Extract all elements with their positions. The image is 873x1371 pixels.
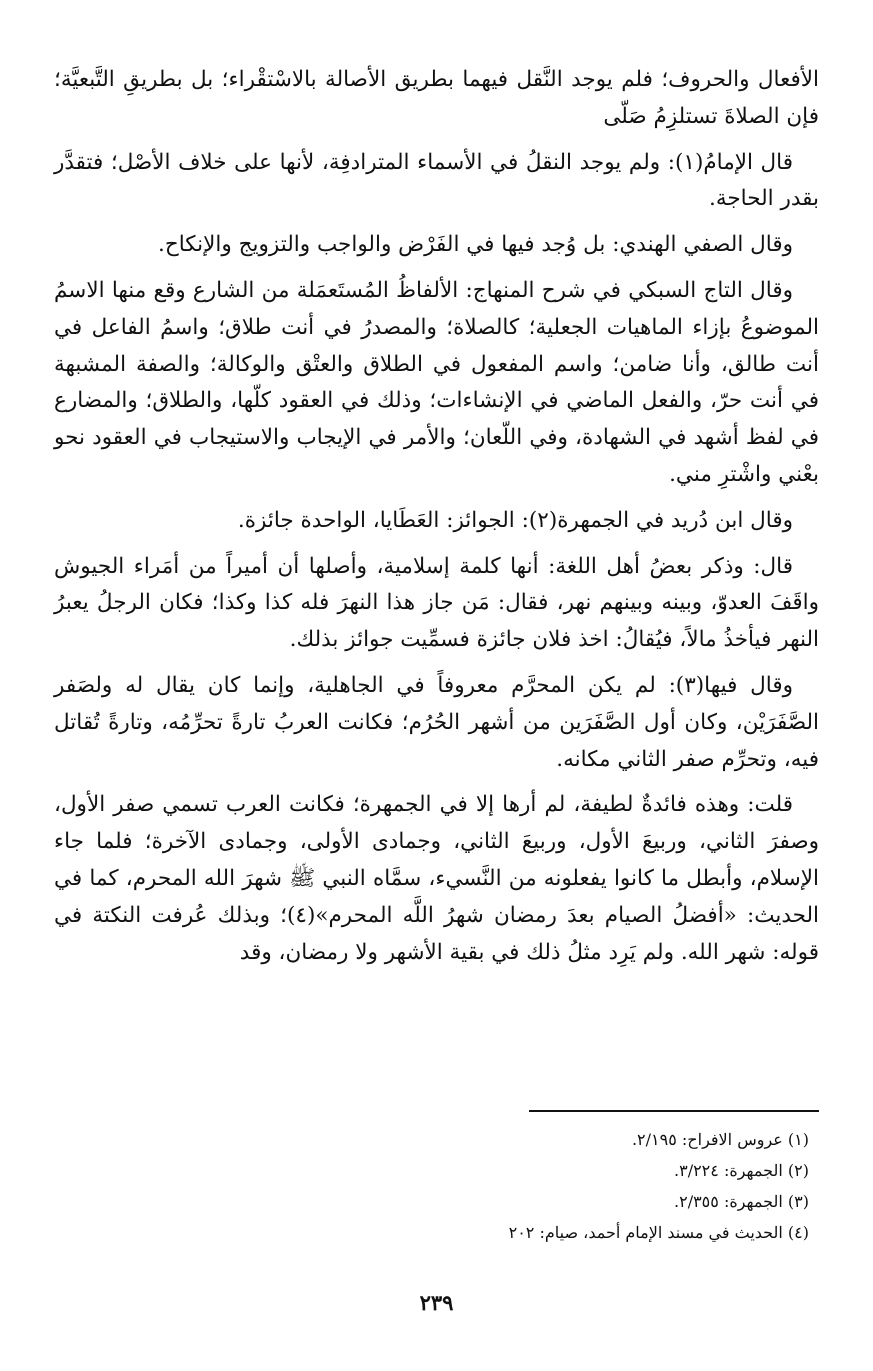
paragraph-ibn-durayd: وقال ابن دُريد في الجمهرة(٢): الجوائز: العَطَايا، الواحدة جائزة. [237, 507, 793, 533]
paragraph-imam: قال الإمامُ(١): ولم يوجد النقلُ في الأسماء المترادفِة، لأنها على خلاف الأصْل؛ فتقدَّر بقدر الحاجة. [54, 149, 819, 212]
paragraph-muharram: وقال فيها(٣): لم يكن المحرَّم معروفاً في الجاهلية، وإنما كان يقال له ولصَفر الصَّفَرَيْن، وكان أول الصَّفَرَين من أشهر الحُرُم؛ فكانت العربُ تارةً تحرِّمُه، وتارةً تُقاتل فيه، وتحرِّم صفر الثاني مكانه. [54, 672, 819, 772]
footnote-4: (٤) الحديث في مسند الإمام أحمد، صيام: ٢٠٢ [508, 1223, 809, 1242]
footnotes [54, 1124, 809, 1248]
footnote-divider [529, 1110, 819, 1112]
footnote-3: (٣) الجمهرة: ٢/٣٥٥. [674, 1192, 809, 1211]
paragraph-continuation: الأفعال والحروف؛ فلم يوجد النَّقل فيهما بطريق الأصالة بالاسْتقْراء؛ بل بطريقِ التَّبعيَّة؛ فإن الصلاةَ تستلزِمُ صَلّى [54, 67, 819, 129]
paragraph-taj-subki: وقال التاج السبكي في شرح المنهاج: الألفاظُ المُستَعمَلة من الشارع وقع منها الاسمُ الموضوعُ بإزاء الماهيات الجعلية؛ كالصلاة؛ والمصدرُ في أنت طلاق؛ واسمُ الفاعل في أنت طالق، وأنا ضامن؛ واسم المفعول في الطلاق والعتْق والوكالة؛ والصفة المشبهة في أنت حرّ، والفعل الماضي في الإنشاءات؛ وذلك في العقود كلّها، والطلاق؛ والمضارع في لفظ أشهد في الشهادة، وفي اللّعان؛ والأمر في الإيجاب والاستيجاب في العقود نحو بعْني واشْترِ مني. [54, 277, 819, 487]
paragraph-jawaiz-origin: قال: وذكر بعضُ أهل اللغة: أنها كلمة إسلامية، وأصلها أن أميراً من أمَراء الجيوش واقَفَ العدوّ، وبينه وبينهم نهر، فقال: مَن جاز هذا النهرَ فله كذا وكذا؛ فكان الرجلُ يعبرُ النهر فيأخذُ مالاً، فيُقالُ: اخذ فلان جائزة فسمِّيت جوائز بذلك. [54, 553, 819, 653]
footnote-2: (٢) الجمهرة: ٣/٢٢٤. [674, 1161, 809, 1180]
paragraph-note: قلت: وهذه فائدةٌ لطيفة، لم أرها إلا في الجمهرة؛ فكانت العرب تسمي صفر الأول، وصفرَ الثاني، وربيعَ الأول، وربيعَ الثاني، وجمادى الأولى، وجمادى الآخرة؛ فلما جاء الإسلام، وأبطل ما كانوا يفعلونه من النَّسيء، سمَّاه النبي ﷺ شهرَ الله المحرم، كما في الحديث: «أفضلُ الصيام بعدَ رمضان شهرُ اللَّه المحرم»(٤)؛ وبذلك عُرفت النكتة في قوله: شهر الله. ولم يَرِد مثلُ ذلك في بقية الأشهر ولا رمضان، وقد [54, 792, 820, 965]
page-number: ٢٣٩ [419, 1290, 454, 1315]
paragraph-safi-hindi: وقال الصفي الهندي: بل وُجد فيها في الفَرْض والواجب والتزويج والإنكاح. [158, 232, 793, 258]
main-text [54, 62, 819, 971]
footnote-1: (١) عروس الافراح: ٢/١٩٥. [631, 1130, 809, 1149]
